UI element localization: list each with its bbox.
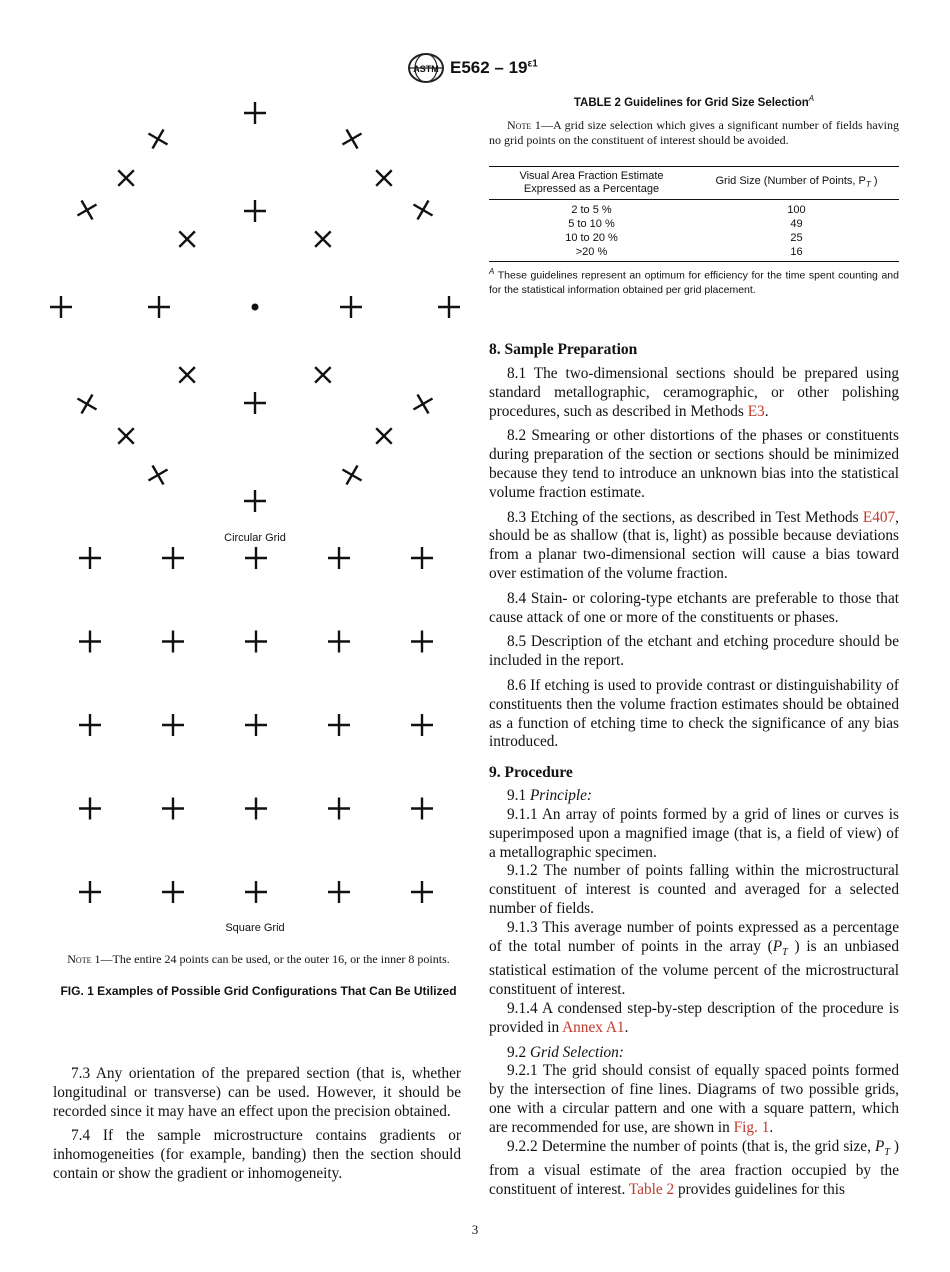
grid-point: [368, 420, 399, 451]
grid-point: [245, 547, 267, 569]
paragraph-8-2: 8.2 Smearing or other distortions of the phases or constituents during preparation of the section or sections should be minimized because they tend to introduce an unknown bias into the statistical volume fraction estimate.: [489, 427, 899, 501]
grid-point: [72, 195, 102, 225]
table2-col2-header: Grid Size (Number of Points, $P_T$ ): [715, 174, 878, 190]
grid-point: [50, 296, 72, 318]
grid-point: [245, 631, 267, 653]
grid-point: [79, 881, 101, 903]
astm-logo-icon: [406, 52, 446, 84]
grid-point: [162, 547, 184, 569]
table2-note: Note 1—A grid size selection which gives a significant number of fields having no grid points on the constituent of interest should be avoided.: [489, 118, 900, 147]
paragraph-9-1-2: 9.1.2 The number of points falling within the microstructural constituent of interest is counted and averaged for a selected number of fields.: [489, 862, 899, 917]
paragraph-8-3: 8.3 Etching of the sections, as described in Test Methods E407, should be as shallow (that is, light) as possible because deviations from a planar two-dimensional section will cause a bias toward over estimation of the volume fraction.: [489, 508, 899, 582]
grid-point: [408, 389, 438, 419]
grid-point: [172, 359, 203, 390]
left-paragraphs: [53, 1065, 461, 1184]
grid-center-dot: [252, 304, 259, 311]
figure1-caption: FIG. 1 Examples of Possible Grid Configurations That Can Be Utilized: [60, 984, 457, 998]
grid-point: [328, 631, 350, 653]
grid-point: [143, 460, 173, 490]
grid-point: [368, 162, 399, 193]
grid-point: [245, 881, 267, 903]
link-table-2[interactable]: Table 2: [628, 1181, 675, 1199]
grid-point: [162, 631, 184, 653]
paragraph-9-1-3: 9.1.3 This average number of points expressed as a percentage of the total number of points in the array ($P_T$ ) is an unbiased statistical estimation of the volume percent of the microstructural constituent of interest.: [489, 918, 899, 999]
paragraph-9-2: 9.2 Grid Selection:: [507, 1043, 624, 1061]
grid-point: [337, 460, 367, 490]
paragraph-9-2-1: 9.2.1 The grid should consist of equally spaced points formed by the intersection of fine lines. Diagrams of two possible grids, one with a circular pattern and one with a square pattern, which are recommended for use, are shown in Fig. 1.: [489, 1062, 899, 1136]
link-e407[interactable]: E407: [862, 508, 896, 526]
grid-point: [72, 389, 102, 419]
grid-point: [408, 195, 438, 225]
paragraph-9-2-2: 9.2.2 Determine the number of points (that is, the grid size, $P_T$ ) from a visual estimate of the area fraction occupied by the constituent of interest. Table 2 provides guidelines for this: [489, 1137, 899, 1199]
grid-point: [438, 296, 460, 318]
grid-point: [143, 124, 173, 154]
right-text-column: [489, 341, 899, 1200]
grid-point: [411, 631, 433, 653]
grid-point: [162, 798, 184, 820]
link-fig-1[interactable]: Fig. 1: [733, 1118, 770, 1136]
paragraph-9-1-4: 9.1.4 A condensed step-by-step description of the procedure is provided in Annex A1.: [489, 999, 899, 1036]
paragraph-8-6: 8.6 If etching is used to provide contrast or distinguishability of constituents then the volume fraction estimates should be obtained as a function of etching time to check the significance of any bias introduced.: [489, 676, 899, 751]
paragraph-7-3: 7.3 Any orientation of the prepared section (that is, whether longitudinal or transverse) can be used. However, it should be recorded since it may have an effect upon the precision obtained.: [53, 1065, 461, 1120]
grid-point: [244, 490, 266, 512]
circular-grid-figure: [40, 90, 470, 520]
paragraph-7-4: 7.4 If the sample microstructure contains gradients or inhomogeneities (for example, banding) then the section should contain or show the gradient or inhomogeneity.: [53, 1127, 461, 1182]
table2-title: TABLE 2 Guidelines for Grid Size Selection$^A$: [573, 94, 815, 109]
grid-point: [245, 798, 267, 820]
grid-point: [162, 881, 184, 903]
grid-point: [162, 714, 184, 736]
grid-point: [340, 296, 362, 318]
page-header: [400, 52, 560, 86]
table-row: 5 to 10 % 49: [568, 218, 803, 230]
table2: [489, 166, 899, 262]
grid-point: [148, 296, 170, 318]
grid-point: [411, 547, 433, 569]
grid-point: [172, 224, 203, 255]
table-row: 10 to 20 % 25: [565, 232, 803, 244]
grid-point: [307, 359, 338, 390]
paragraph-9-1-1: 9.1.1 An array of points formed by a grid of lines or curves is superimposed upon a magnified image (that is, a field of view) of a metallographic specimen.: [489, 805, 899, 861]
table2-col1-header: Visual Area Fraction Estimate Expressed as a Percentage: [519, 170, 664, 195]
grid-point: [110, 162, 141, 193]
grid-point: [411, 714, 433, 736]
grid-point: [79, 798, 101, 820]
logo-text: ASTM: [413, 64, 439, 74]
circular-grid-caption: Circular Grid: [224, 532, 286, 544]
grid-point: [110, 420, 141, 451]
grid-point: [328, 881, 350, 903]
link-e3[interactable]: E3: [747, 402, 765, 420]
grid-point: [79, 547, 101, 569]
grid-point: [328, 798, 350, 820]
figure1-note: Note 1—The entire 24 points can be used, or the outer 16, or the inner 8 points.: [67, 952, 450, 966]
grid-point: [328, 547, 350, 569]
link-annex-a1[interactable]: Annex A1: [562, 1018, 625, 1036]
grid-point: [337, 124, 367, 154]
table-row: 2 to 5 % 100: [571, 204, 806, 216]
section-9-heading: 9. Procedure: [489, 764, 573, 782]
grid-point: [79, 714, 101, 736]
section-8-heading: 8. Sample Preparation: [489, 341, 638, 358]
grid-point: [79, 631, 101, 653]
table2-footnote: $^A$ These guidelines represent an optimum for efficiency for the time spent counting and for the statistical information obtained per grid placement.: [489, 267, 899, 296]
paragraph-9-1: 9.1 Principle:: [507, 787, 592, 805]
grid-point: [307, 224, 338, 255]
square-grid-caption: Square Grid: [225, 922, 285, 934]
paragraph-8-4: 8.4 Stain- or coloring-type etchants are preferable to those that cause attack of one or more of the constituents or phases.: [489, 589, 899, 626]
grid-point: [244, 200, 266, 222]
grid-point: [411, 881, 433, 903]
designation: $E562 - 19^{\varepsilon 1}$: [450, 58, 538, 77]
grid-point: [411, 798, 433, 820]
table-row: >20 % 16: [489, 245, 899, 262]
square-grid-figure: [60, 535, 460, 915]
grid-point: [328, 714, 350, 736]
grid-point: [244, 102, 266, 124]
grid-point: [245, 714, 267, 736]
paragraph-8-1: 8.1 The two-dimensional sections should be prepared using standard metallographic, ceramographic, or other polishing procedures, such as described in Methods E3.: [489, 365, 899, 420]
paragraph-8-5: 8.5 Description of the etchant and etching procedure should be included in the report.: [489, 633, 899, 670]
grid-point: [244, 392, 266, 414]
page-number: 3: [471, 1222, 479, 1237]
